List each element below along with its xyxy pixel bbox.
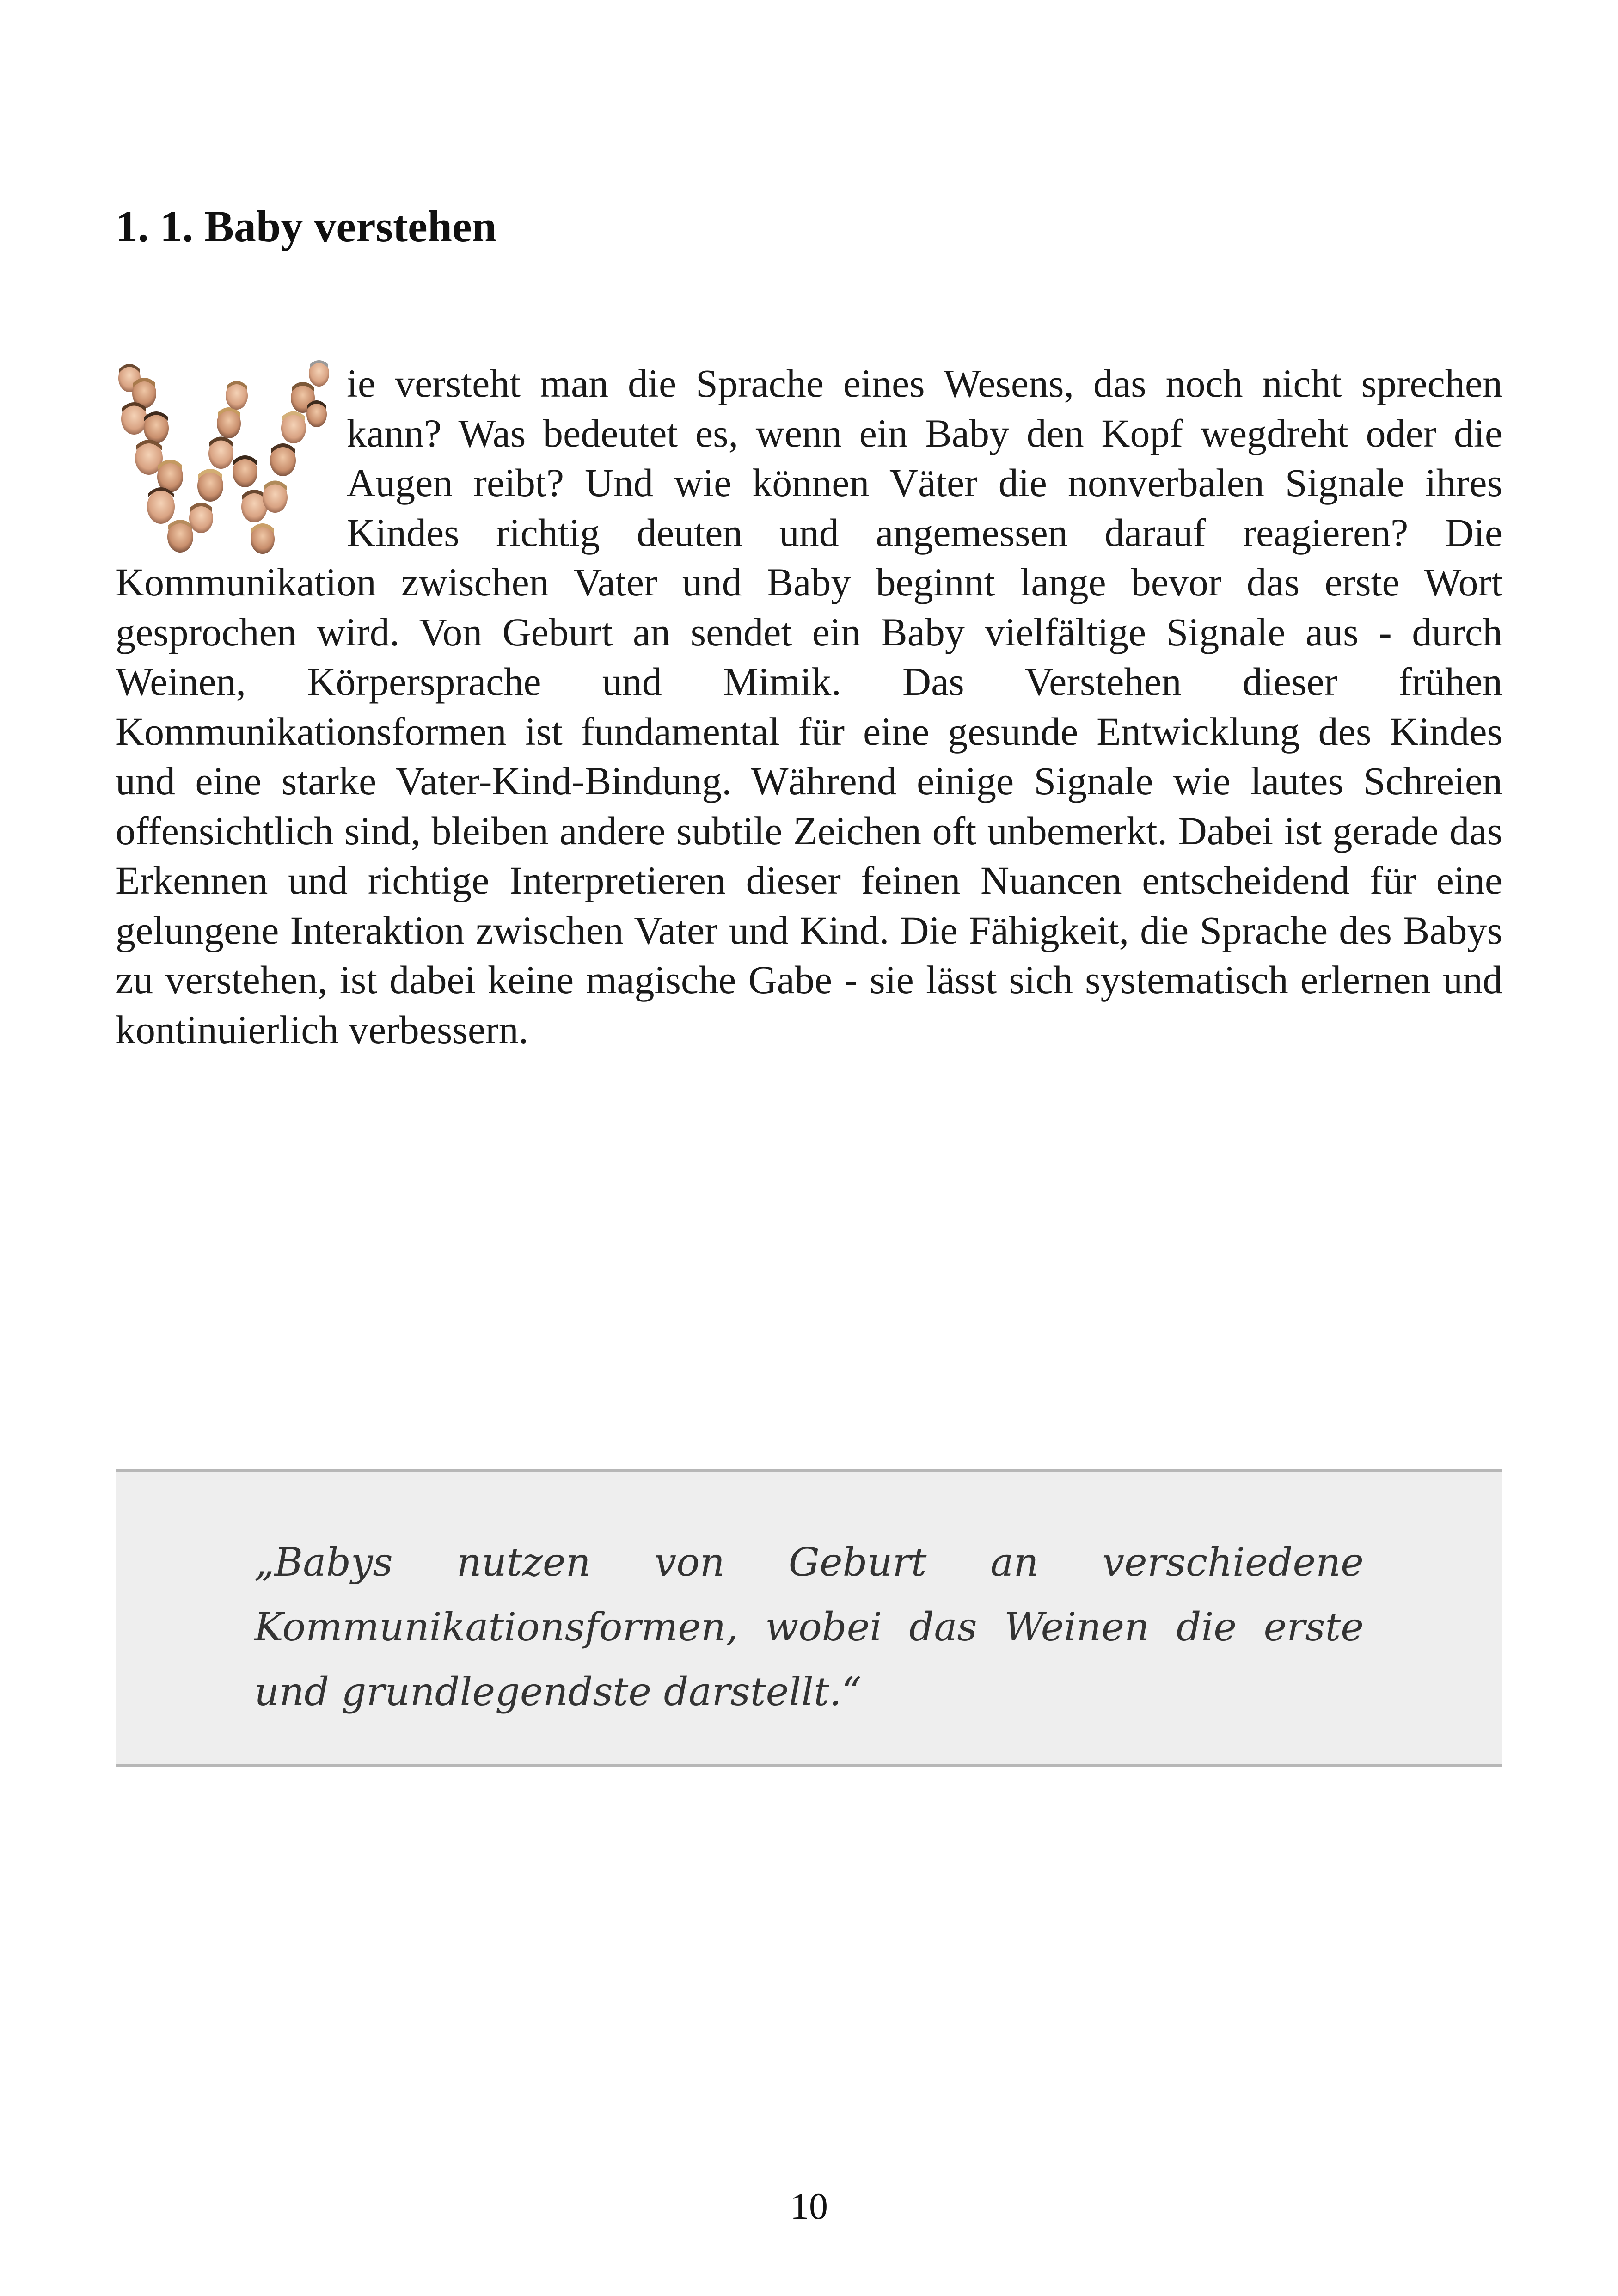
- body-text-content: ie versteht man die Sprache eines Wesens, das noch nicht sprechen kann? Was bedeutet es, wenn ein Baby den Kopf wegdreht oder die Augen reibt? Und wie können Väter die nonverbalen Signale ihres Kindes richtig deuten und angemessen darauf reagieren? Die Kommunikation zwischen Vater und Baby beginnt lange bevor das erste Wort gesprochen wird. Von Geburt an sendet ein Baby vielfältige Signale aus - durch Weinen, Körpersprache und Mimik. Das Verstehen dieser frühen Kommunikationsformen ist fundamental für eine gesunde Entwicklung des Kindes und eine starke Vater-Kind-Bindung. Während einige Signale wie lautes Schreien offensichtlich sind, bleiben andere subtile Zeichen oft unbemerkt. Dabei ist gerade das Erkennen und richtige Interpretieren dieser feinen Nuancen entscheidend für eine gelungene Interaktion zwischen Vater und Kind. Die Fähigkeit, die Sprache des Babys zu verstehen, ist dabei keine magische Gabe - sie lässt sich systematisch erlernen und kontinuierlich verbessern.: [116, 361, 1502, 1052]
- face-cluster-right-stroke: [263, 360, 329, 513]
- pull-quote-box: [116, 1469, 1502, 1767]
- body-paragraph: [116, 359, 1502, 1055]
- page-number: 10: [790, 2185, 828, 2227]
- section-heading: 1. 1. Baby verstehen: [116, 202, 496, 251]
- pull-quote-text: „Babys nutzen von Geburt an verschiedene Kommunikationsformen, wobei das Weinen die erste und grundlegendste darstellt.“: [254, 1540, 1364, 1714]
- face-cluster-left-stroke: [118, 364, 193, 553]
- drop-cap-collage-image: [116, 359, 333, 558]
- face-cluster-middle-peak: [189, 381, 275, 554]
- drop-cap-photo-letter: [116, 359, 333, 558]
